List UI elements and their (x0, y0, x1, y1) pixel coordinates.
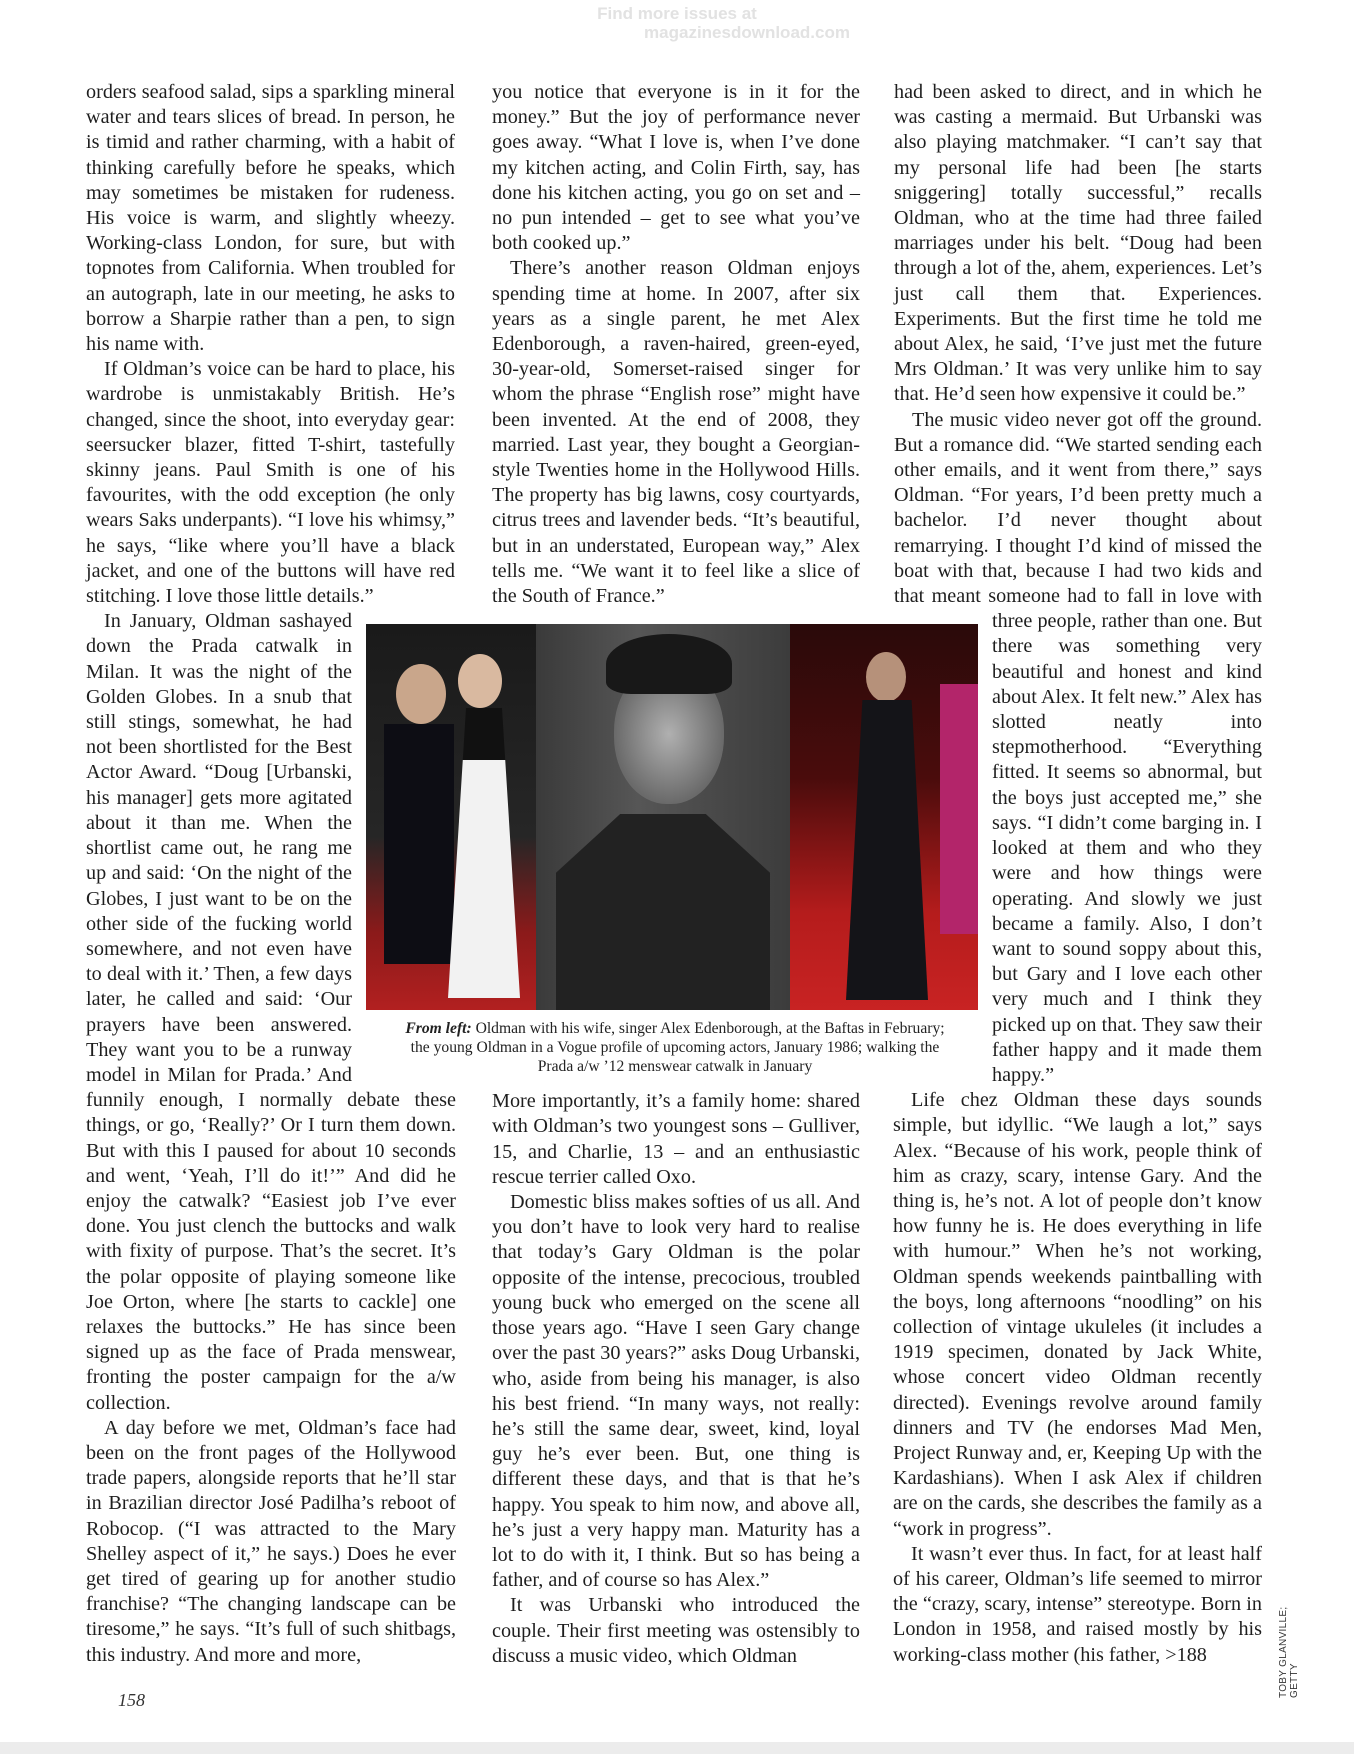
photo-credit: TOBY GLANVILLE; GETTY (1278, 1606, 1300, 1698)
paragraph: More importantly, it’s a family home: shared with Oldman’s two youngest sons – Gulliver, 15, and Charlie, 13 – and an enthusiastic rescue terrier called Oxo. (492, 1090, 860, 1188)
paragraph: It was Urbanski who introduced the couple. Their first meeting was ostensibly to discuss a music video, which Oldman (492, 1594, 860, 1667)
paragraph: Domestic bliss makes softies of us all. And you don’t have to look very hard to realise that today’s Gary Oldman is the polar opposite of the intense, precocious, troubled young buck who emerged on the scene all those years ago. “Have I seen Gary change over the past 30 years?” asks Doug Urbanski, who, aside from being his manager, is also his best friend. “In many ways, not really: he’s still the same dear, sweet, kind, loyal guy he’s ever been. But, one thing is different these days, and that is that he’s happy. You speak to him now, and above all, he’s just a very happy man. Maturity has a lot to do with it, I think. But so has being a father, and of course so has Alex.” (492, 1191, 860, 1592)
shirt-shape (556, 814, 770, 1010)
watermark (0, 4, 1354, 42)
paragraph: Life chez Oldman these days sounds simple, but idyllic. “We laugh a lot,” says Alex. “Because of his work, people think of him as crazy, scary, intense Gary. And the thing is, he’s not. A lot of people don’t know how funny he is. He does everything in life with humour.” When he’s not working, Oldman spends weekends paintballing with the boys, long afternoons “noodling” on his collection of vintage ukuleles (it includes a 1919 specimen, donated by Jack White, whose concert video Oldman recently directed). Evenings revolve around family dinners and TV (he endorses Mad Men, Project Runway and, er, Keeping Up with the Kardashians). When I ask Alex if children are on the cards, she describes the family as a “work in progress”. (893, 1089, 1262, 1540)
tuxedo-shape (384, 724, 454, 964)
caption-lead: From left: (405, 1020, 472, 1037)
paragraph: orders seafood salad, sips a sparkling mineral water and tears slices of bread. In person, he is timid and rather charming, with a habit of thinking carefully before he speaks, which may sometimes be mistaken for rudeness. His voice is warm, and slightly wheezy. Working-class London, for sure, but with topnotes from California. When troubled for an autograph, late in our meeting, he asks to borrow a Sharpie rather than a pen, to sign his name with. (86, 81, 455, 356)
gown-shape (448, 708, 520, 998)
watermark-line-1: Find more issues at (597, 4, 757, 23)
paragraph: had been asked to direct, and in which he was casting a mermaid. But Urbanski was also playing matchmaker. “I can’t say that my personal life had been [he starts sniggering] totally successful,” recalls Oldman, who at the time had three failed marriages under his belt. “Doug had been through a lot of the, ahem, experiences. Let’s just call them that. Experiences. Experiments. But the first time he told me about Alex, he said, ‘I’ve just met the future Mrs Oldman.’ It was very unlike him to say that. He’d seen how expensive it could be.” (894, 81, 1262, 406)
page-edge (0, 1742, 1354, 1754)
photo-collage (366, 624, 978, 1010)
paragraph: The music video never got off the ground. But a romance did. “We started sending each other emails, and it went from there,” says Oldman. “For years, I’d been pretty much a bachelor. I’d never thought about remarrying. I thought I’d kind of missed the boat with that, because I had two kids and that meant someone had to fall in love with three people, rather than one. But there was something very beautiful and honest and kind about Alex. It felt new.” Alex has slotted neatly into stepmotherhood. “Everything fitted. It seems so abnormal, but the boys just accepted me,” she says. “I didn’t come barging in. I looked at them and who they were and how things were operating. And slowly we just became a family. Also, I don’t want to sound soppy about this, but Gary and I love each other very much and I think they picked up on that. They saw their father happy and it made them happy.” (894, 408, 1262, 1086)
paragraph: There’s another reason Oldman enjoys spending time at home. In 2007, after six years as a single parent, he met Alex Edenborough, a raven-haired, green-eyed, 30-year-old, Somerset-raised singer for whom the phrase “English rose” might have been invented. At the end of 2008, they married. Last year, they bought a Georgian-style Twenties home in the Hollywood Hills. The property has big lawns, cosy courtyards, citrus trees and lavender beds. “It’s beautiful, but in an understated, European way,” Alex tells me. “We want it to feel like a slice of the South of France.” (492, 257, 860, 608)
photo-couple-baftas (366, 624, 536, 1010)
photo-young-oldman (536, 624, 790, 1010)
hair-shape (606, 634, 732, 694)
face-shape (396, 664, 446, 724)
coat-shape (846, 700, 928, 1000)
page-number: 158 (118, 1690, 145, 1710)
photo-caption (405, 1019, 945, 1076)
photo-prada-catwalk (790, 624, 978, 1010)
background-model-shape (940, 684, 978, 934)
paragraph: A day before we met, Oldman’s face had been on the front pages of the Hollywood trade papers, alongside reports that he’ll star in Brazilian director José Padilha’s reboot of Robocop. (“I was attracted to the Mary Shelley aspect of it,” he says.) Does he ever get tired of gearing up for another studio franchise? “The changing landscape can be tiresome,” he says. “It’s full of such shitbags, this industry. And more and more, (86, 1416, 456, 1666)
face-shape (458, 654, 502, 708)
paragraph: In January, Oldman sashayed down the Prada catwalk in Milan. It was the night of the Golden Globes. In a snub that still stings, somewhat, he had not been shortlisted for the Best Actor Award. “Doug [Urbanski, his manager] gets more agitated about it than me. When the shortlist came out, he rang me up and said: ‘On the night of the Globes, I just want to be on the other side of the fucking world somewhere, and not even have to deal with it.’ Then, a few days later, he called and said: ‘Our prayers have been answered. They want you to be a runway model in Milan for Prada.’ And funnily enough, I normally debate these things, or go, ‘Really?’ Or I turn them down. But with this I paused for about 10 seconds and went, ‘Yeah, I’ll do it!’” And did he enjoy the catwalk? “Easiest job I’ve ever done. You just clench the buttocks and walk with fixity of purpose. That’s the secret. It’s the polar opposite of playing someone like Joe Orton, where [he starts to cackle] one relaxes the buttocks.” He has since been signed up as the face of Prada menswear, fronting the poster campaign for the a/w collection. (86, 610, 456, 1414)
paragraph: If Oldman’s voice can be hard to place, his wardrobe is unmistakably British. He’s changed, since the shoot, into everyday gear: seersucker blazer, fitted T-shirt, tastefully skinny jeans. Paul Smith is one of his favourites, with the odd exception (he only wears Saks underpants). “I love his whimsy,” he says, “like where you’ll have a black jacket, and one of the buttons will have red stitching. I love those little details.” (86, 358, 455, 608)
caption-text: Oldman with his wife, singer Alex Edenborough, at the Baftas in February; the young Oldman in a Vogue profile of upcoming actors, January 1986; walking the Prada a/w ’12 menswear catwalk in January (410, 1020, 945, 1075)
paragraph: you notice that everyone is in it for the money.” But the joy of performance never goes away. “What I love is, when I’ve done my kitchen acting, and Colin Firth, say, has done his kitchen acting, you go on set and – no pun intended – get to see what you’ve both cooked up.” (492, 81, 860, 255)
continued-marker: >188 (1165, 1643, 1207, 1666)
paragraph-text: It wasn’t ever thus. In fact, for at least half of his career, Oldman’s life seemed to mirror the “crazy, scary, intense” stereotype. Born in London in 1958, and raised mostly by his working-class mother (his father, (893, 1542, 1262, 1666)
face-shape (866, 652, 906, 702)
paragraph (893, 1542, 1262, 1668)
watermark-line-2: magazinesdownload.com (644, 23, 850, 42)
